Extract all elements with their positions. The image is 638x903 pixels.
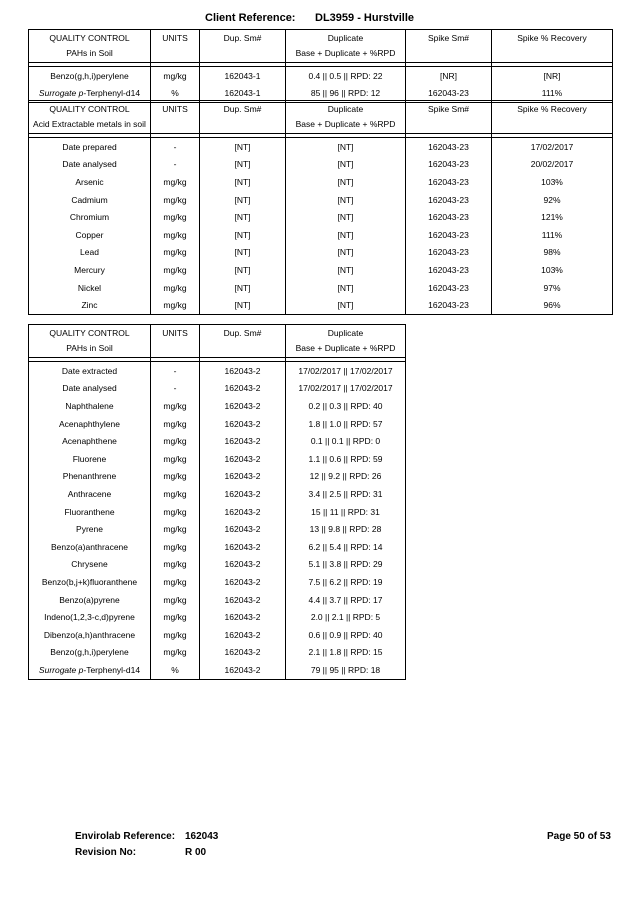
table-cell: 2.0 || 2.1 || RPD: 5 bbox=[286, 608, 406, 626]
header-row bbox=[29, 101, 613, 119]
table-cell: [NT] bbox=[286, 173, 406, 191]
table-cell: mg/kg bbox=[151, 67, 200, 85]
table-cell: Date analysed bbox=[29, 156, 151, 174]
qc-table-pahs-2 bbox=[28, 324, 406, 680]
table-cell: Benzo(a)anthracene bbox=[29, 538, 151, 556]
table-cell: 0.2 || 0.3 || RPD: 40 bbox=[286, 397, 406, 415]
table-cell: - bbox=[151, 138, 200, 156]
table-cell: 92% bbox=[492, 191, 613, 209]
table-cell: [NT] bbox=[286, 244, 406, 262]
table-cell: [NT] bbox=[200, 226, 286, 244]
table-cell: mg/kg bbox=[151, 208, 200, 226]
column-subheader bbox=[151, 47, 200, 63]
table-cell: Date analysed bbox=[29, 380, 151, 398]
table-row bbox=[29, 362, 406, 380]
table-cell: mg/kg bbox=[151, 450, 200, 468]
table-cell: mg/kg bbox=[151, 226, 200, 244]
table-cell: [NT] bbox=[286, 296, 406, 314]
table-cell: mg/kg bbox=[151, 573, 200, 591]
table-cell: [NT] bbox=[286, 138, 406, 156]
table-cell: Lead bbox=[29, 244, 151, 262]
table-cell: [NT] bbox=[200, 261, 286, 279]
table-cell: 2.1 || 1.8 || RPD: 15 bbox=[286, 644, 406, 662]
column-subheader bbox=[492, 118, 613, 134]
table-cell: 162043-2 bbox=[200, 573, 286, 591]
table-cell: Fluorene bbox=[29, 450, 151, 468]
table-cell: - bbox=[151, 156, 200, 174]
table-cell: % bbox=[151, 661, 200, 679]
envirolab-reference-label: Envirolab Reference: bbox=[75, 831, 176, 842]
table-cell: [NT] bbox=[200, 244, 286, 262]
column-header: QUALITY CONTROL bbox=[29, 101, 151, 119]
table-cell: 12 || 9.2 || RPD: 26 bbox=[286, 468, 406, 486]
table-cell: [NT] bbox=[286, 156, 406, 174]
column-header: Duplicate bbox=[286, 30, 406, 48]
table-cell: mg/kg bbox=[151, 296, 200, 314]
table-cell: 97% bbox=[492, 279, 613, 297]
table-row bbox=[29, 450, 406, 468]
table-cell: [NT] bbox=[200, 208, 286, 226]
column-header: QUALITY CONTROL bbox=[29, 30, 151, 48]
table-cell: Copper bbox=[29, 226, 151, 244]
column-header: Spike % Recovery bbox=[492, 101, 613, 119]
table-cell: 13 || 9.8 || RPD: 28 bbox=[286, 520, 406, 538]
table-cell: Benzo(g,h,i)perylene bbox=[29, 67, 151, 85]
table-cell: 5.1 || 3.8 || RPD: 29 bbox=[286, 556, 406, 574]
table-row bbox=[29, 538, 406, 556]
table-cell: mg/kg bbox=[151, 485, 200, 503]
table-cell: mg/kg bbox=[151, 191, 200, 209]
table-cell: 4.4 || 3.7 || RPD: 17 bbox=[286, 591, 406, 609]
table-row bbox=[29, 661, 406, 679]
table-row bbox=[29, 644, 406, 662]
table-row bbox=[29, 138, 613, 156]
table-cell: 162043-23 bbox=[406, 226, 492, 244]
table-row bbox=[29, 226, 613, 244]
table-cell: 85 || 96 || RPD: 12 bbox=[286, 85, 406, 103]
column-header: UNITS bbox=[151, 30, 200, 48]
column-header: Duplicate bbox=[286, 325, 406, 343]
table-cell: 162043-2 bbox=[200, 362, 286, 380]
table-cell: Cadmium bbox=[29, 191, 151, 209]
table-cell: 162043-2 bbox=[200, 608, 286, 626]
table-cell: 0.6 || 0.9 || RPD: 40 bbox=[286, 626, 406, 644]
table-cell: [NR] bbox=[492, 67, 613, 85]
column-subheader bbox=[151, 342, 200, 358]
revision-label: Revision No: bbox=[75, 847, 137, 858]
table-cell: [NT] bbox=[200, 296, 286, 314]
table-cell: Acenaphthylene bbox=[29, 415, 151, 433]
header-row bbox=[29, 325, 406, 343]
table-cell bbox=[29, 661, 151, 679]
column-header: Duplicate bbox=[286, 101, 406, 119]
table-cell: Benzo(a)pyrene bbox=[29, 591, 151, 609]
table-cell: Date extracted bbox=[29, 362, 151, 380]
table-row bbox=[29, 208, 613, 226]
table-cell: Arsenic bbox=[29, 173, 151, 191]
column-subheader: PAHs in Soil bbox=[29, 47, 151, 63]
column-header: Dup. Sm# bbox=[200, 325, 286, 343]
table-cell: 162043-2 bbox=[200, 415, 286, 433]
table-cell: 162043-2 bbox=[200, 468, 286, 486]
table-row bbox=[29, 397, 406, 415]
table-cell: 162043-23 bbox=[406, 138, 492, 156]
table-cell: 15 || 11 || RPD: 31 bbox=[286, 503, 406, 521]
table-cell: [NT] bbox=[286, 279, 406, 297]
qc-table-pahs-1 bbox=[28, 29, 613, 103]
table-cell: 111% bbox=[492, 226, 613, 244]
qc-table-metals bbox=[28, 100, 613, 315]
column-subheader bbox=[406, 47, 492, 63]
column-subheader bbox=[492, 47, 613, 63]
table-cell: [NT] bbox=[286, 226, 406, 244]
table-cell: [NT] bbox=[286, 261, 406, 279]
table-cell: 96% bbox=[492, 296, 613, 314]
table-cell: 162043-23 bbox=[406, 156, 492, 174]
column-subheader: PAHs in Soil bbox=[29, 342, 151, 358]
table-cell: 98% bbox=[492, 244, 613, 262]
surrogate-compound: p bbox=[78, 664, 84, 675]
column-header: Spike % Recovery bbox=[492, 30, 613, 48]
table-cell: Pyrene bbox=[29, 520, 151, 538]
page-number: Page 50 of 53 bbox=[547, 831, 611, 842]
table-cell: % bbox=[151, 85, 200, 103]
surrogate-prefix: Surrogate bbox=[38, 88, 77, 99]
table-cell: 162043-1 bbox=[200, 85, 286, 103]
table-cell: 162043-2 bbox=[200, 556, 286, 574]
table-cell: 162043-2 bbox=[200, 626, 286, 644]
table-cell: [NR] bbox=[406, 67, 492, 85]
table-cell: mg/kg bbox=[151, 397, 200, 415]
table-row bbox=[29, 556, 406, 574]
table-row bbox=[29, 468, 406, 486]
table-cell: Chromium bbox=[29, 208, 151, 226]
column-header: Spike Sm# bbox=[406, 30, 492, 48]
table-cell: [NT] bbox=[200, 156, 286, 174]
table-row bbox=[29, 591, 406, 609]
table-row bbox=[29, 380, 406, 398]
table-cell: mg/kg bbox=[151, 503, 200, 521]
table-row bbox=[29, 432, 406, 450]
table-cell: 1.1 || 0.6 || RPD: 59 bbox=[286, 450, 406, 468]
column-header: UNITS bbox=[151, 101, 200, 119]
table-cell: 162043-2 bbox=[200, 450, 286, 468]
table-cell: 162043-23 bbox=[406, 208, 492, 226]
table-row bbox=[29, 191, 613, 209]
table-cell: - bbox=[151, 362, 200, 380]
table-cell: 3.4 || 2.5 || RPD: 31 bbox=[286, 485, 406, 503]
table-cell: mg/kg bbox=[151, 279, 200, 297]
table-row bbox=[29, 485, 406, 503]
table-cell: 162043-23 bbox=[406, 173, 492, 191]
table-row bbox=[29, 279, 613, 297]
table-cell: 162043-2 bbox=[200, 432, 286, 450]
table-cell: 162043-2 bbox=[200, 644, 286, 662]
table-cell: 162043-2 bbox=[200, 485, 286, 503]
table-cell: 162043-2 bbox=[200, 397, 286, 415]
table-cell: 162043-2 bbox=[200, 591, 286, 609]
table-row bbox=[29, 608, 406, 626]
table-cell: [NT] bbox=[286, 208, 406, 226]
table-cell: Zinc bbox=[29, 296, 151, 314]
surrogate-prefix: Surrogate bbox=[38, 664, 77, 675]
table-cell: 79 || 95 || RPD: 18 bbox=[286, 661, 406, 679]
table-cell: 162043-2 bbox=[200, 661, 286, 679]
table-cell: [NT] bbox=[200, 173, 286, 191]
table-cell: mg/kg bbox=[151, 608, 200, 626]
table-row bbox=[29, 573, 406, 591]
table-cell: 162043-23 bbox=[406, 261, 492, 279]
table-cell: - bbox=[151, 380, 200, 398]
table-cell: 162043-23 bbox=[406, 244, 492, 262]
table-cell: mg/kg bbox=[151, 556, 200, 574]
column-subheader bbox=[200, 118, 286, 134]
table-cell: 162043-2 bbox=[200, 538, 286, 556]
table-cell: Acenaphthene bbox=[29, 432, 151, 450]
revision-value: R 00 bbox=[185, 847, 207, 858]
table-cell: 162043-2 bbox=[200, 380, 286, 398]
column-subheader bbox=[200, 47, 286, 63]
table-row bbox=[29, 156, 613, 174]
subheader-row bbox=[29, 342, 406, 358]
surrogate-name: -Terphenyl-d14 bbox=[83, 664, 141, 675]
table-cell: [NT] bbox=[200, 191, 286, 209]
table-cell: 111% bbox=[492, 85, 613, 103]
table-cell: 0.4 || 0.5 || RPD: 22 bbox=[286, 67, 406, 85]
column-subheader: Base + Duplicate + %RPD bbox=[286, 342, 406, 358]
column-header: Spike Sm# bbox=[406, 101, 492, 119]
table-cell: 17/02/2017 || 17/02/2017 bbox=[286, 362, 406, 380]
subheader-row bbox=[29, 47, 613, 63]
table-row bbox=[29, 296, 613, 314]
table-cell: [NT] bbox=[200, 279, 286, 297]
table-cell: 162043-2 bbox=[200, 503, 286, 521]
column-header: QUALITY CONTROL bbox=[29, 325, 151, 343]
table-cell: 0.1 || 0.1 || RPD: 0 bbox=[286, 432, 406, 450]
column-subheader bbox=[200, 342, 286, 358]
column-subheader bbox=[151, 118, 200, 134]
table-cell: Naphthalene bbox=[29, 397, 151, 415]
column-subheader: Base + Duplicate + %RPD bbox=[286, 47, 406, 63]
table-cell: 103% bbox=[492, 173, 613, 191]
table-row bbox=[29, 244, 613, 262]
table-row bbox=[29, 173, 613, 191]
table-cell: Chrysene bbox=[29, 556, 151, 574]
table-cell: mg/kg bbox=[151, 244, 200, 262]
column-header: UNITS bbox=[151, 325, 200, 343]
table-cell: mg/kg bbox=[151, 626, 200, 644]
column-header: Dup. Sm# bbox=[200, 30, 286, 48]
table-cell: 6.2 || 5.4 || RPD: 14 bbox=[286, 538, 406, 556]
table-cell: mg/kg bbox=[151, 415, 200, 433]
table-cell: mg/kg bbox=[151, 520, 200, 538]
subheader-row bbox=[29, 118, 613, 134]
table-cell: mg/kg bbox=[151, 432, 200, 450]
table-cell: 7.5 || 6.2 || RPD: 19 bbox=[286, 573, 406, 591]
table-row bbox=[29, 520, 406, 538]
client-reference-value: DL3959 - Hurstville bbox=[315, 12, 415, 24]
table-cell: mg/kg bbox=[151, 261, 200, 279]
table-cell: Mercury bbox=[29, 261, 151, 279]
table-cell: 17/02/2017 bbox=[492, 138, 613, 156]
table-cell: mg/kg bbox=[151, 538, 200, 556]
table-cell: 162043-23 bbox=[406, 279, 492, 297]
table-cell: 1.8 || 1.0 || RPD: 57 bbox=[286, 415, 406, 433]
table-cell: 162043-23 bbox=[406, 191, 492, 209]
table-cell: mg/kg bbox=[151, 468, 200, 486]
table-cell: Benzo(g,h,i)perylene bbox=[29, 644, 151, 662]
table-row bbox=[29, 626, 406, 644]
table-cell: 17/02/2017 || 17/02/2017 bbox=[286, 380, 406, 398]
column-header: Dup. Sm# bbox=[200, 101, 286, 119]
table-cell: Fluoranthene bbox=[29, 503, 151, 521]
client-reference-label: Client Reference: bbox=[205, 12, 296, 24]
table-cell: Phenanthrene bbox=[29, 468, 151, 486]
table-cell: Date prepared bbox=[29, 138, 151, 156]
table-cell: 162043-23 bbox=[406, 85, 492, 103]
table-cell: 162043-23 bbox=[406, 296, 492, 314]
table-cell: Dibenzo(a,h)anthracene bbox=[29, 626, 151, 644]
table-row bbox=[29, 503, 406, 521]
header-row bbox=[29, 30, 613, 48]
column-subheader: Acid Extractable metals in soil bbox=[29, 118, 151, 134]
table-cell: Indeno(1,2,3-c,d)pyrene bbox=[29, 608, 151, 626]
table-row bbox=[29, 67, 613, 85]
table-cell: [NT] bbox=[286, 191, 406, 209]
table-cell: 103% bbox=[492, 261, 613, 279]
table-row bbox=[29, 415, 406, 433]
table-cell: Anthracene bbox=[29, 485, 151, 503]
surrogate-compound: p bbox=[78, 88, 84, 99]
column-subheader: Base + Duplicate + %RPD bbox=[286, 118, 406, 134]
envirolab-reference-value: 162043 bbox=[185, 831, 219, 842]
table-cell: 162043-1 bbox=[200, 67, 286, 85]
table-cell: mg/kg bbox=[151, 591, 200, 609]
table-cell: 162043-2 bbox=[200, 520, 286, 538]
table-cell: mg/kg bbox=[151, 644, 200, 662]
table-cell: Nickel bbox=[29, 279, 151, 297]
table-cell: [NT] bbox=[200, 138, 286, 156]
column-subheader bbox=[406, 118, 492, 134]
surrogate-name: -Terphenyl-d14 bbox=[83, 88, 141, 99]
table-row bbox=[29, 261, 613, 279]
table-cell: mg/kg bbox=[151, 173, 200, 191]
table-cell: 20/02/2017 bbox=[492, 156, 613, 174]
table-cell: Benzo(b,j+k)fluoranthene bbox=[29, 573, 151, 591]
table-cell: 121% bbox=[492, 208, 613, 226]
